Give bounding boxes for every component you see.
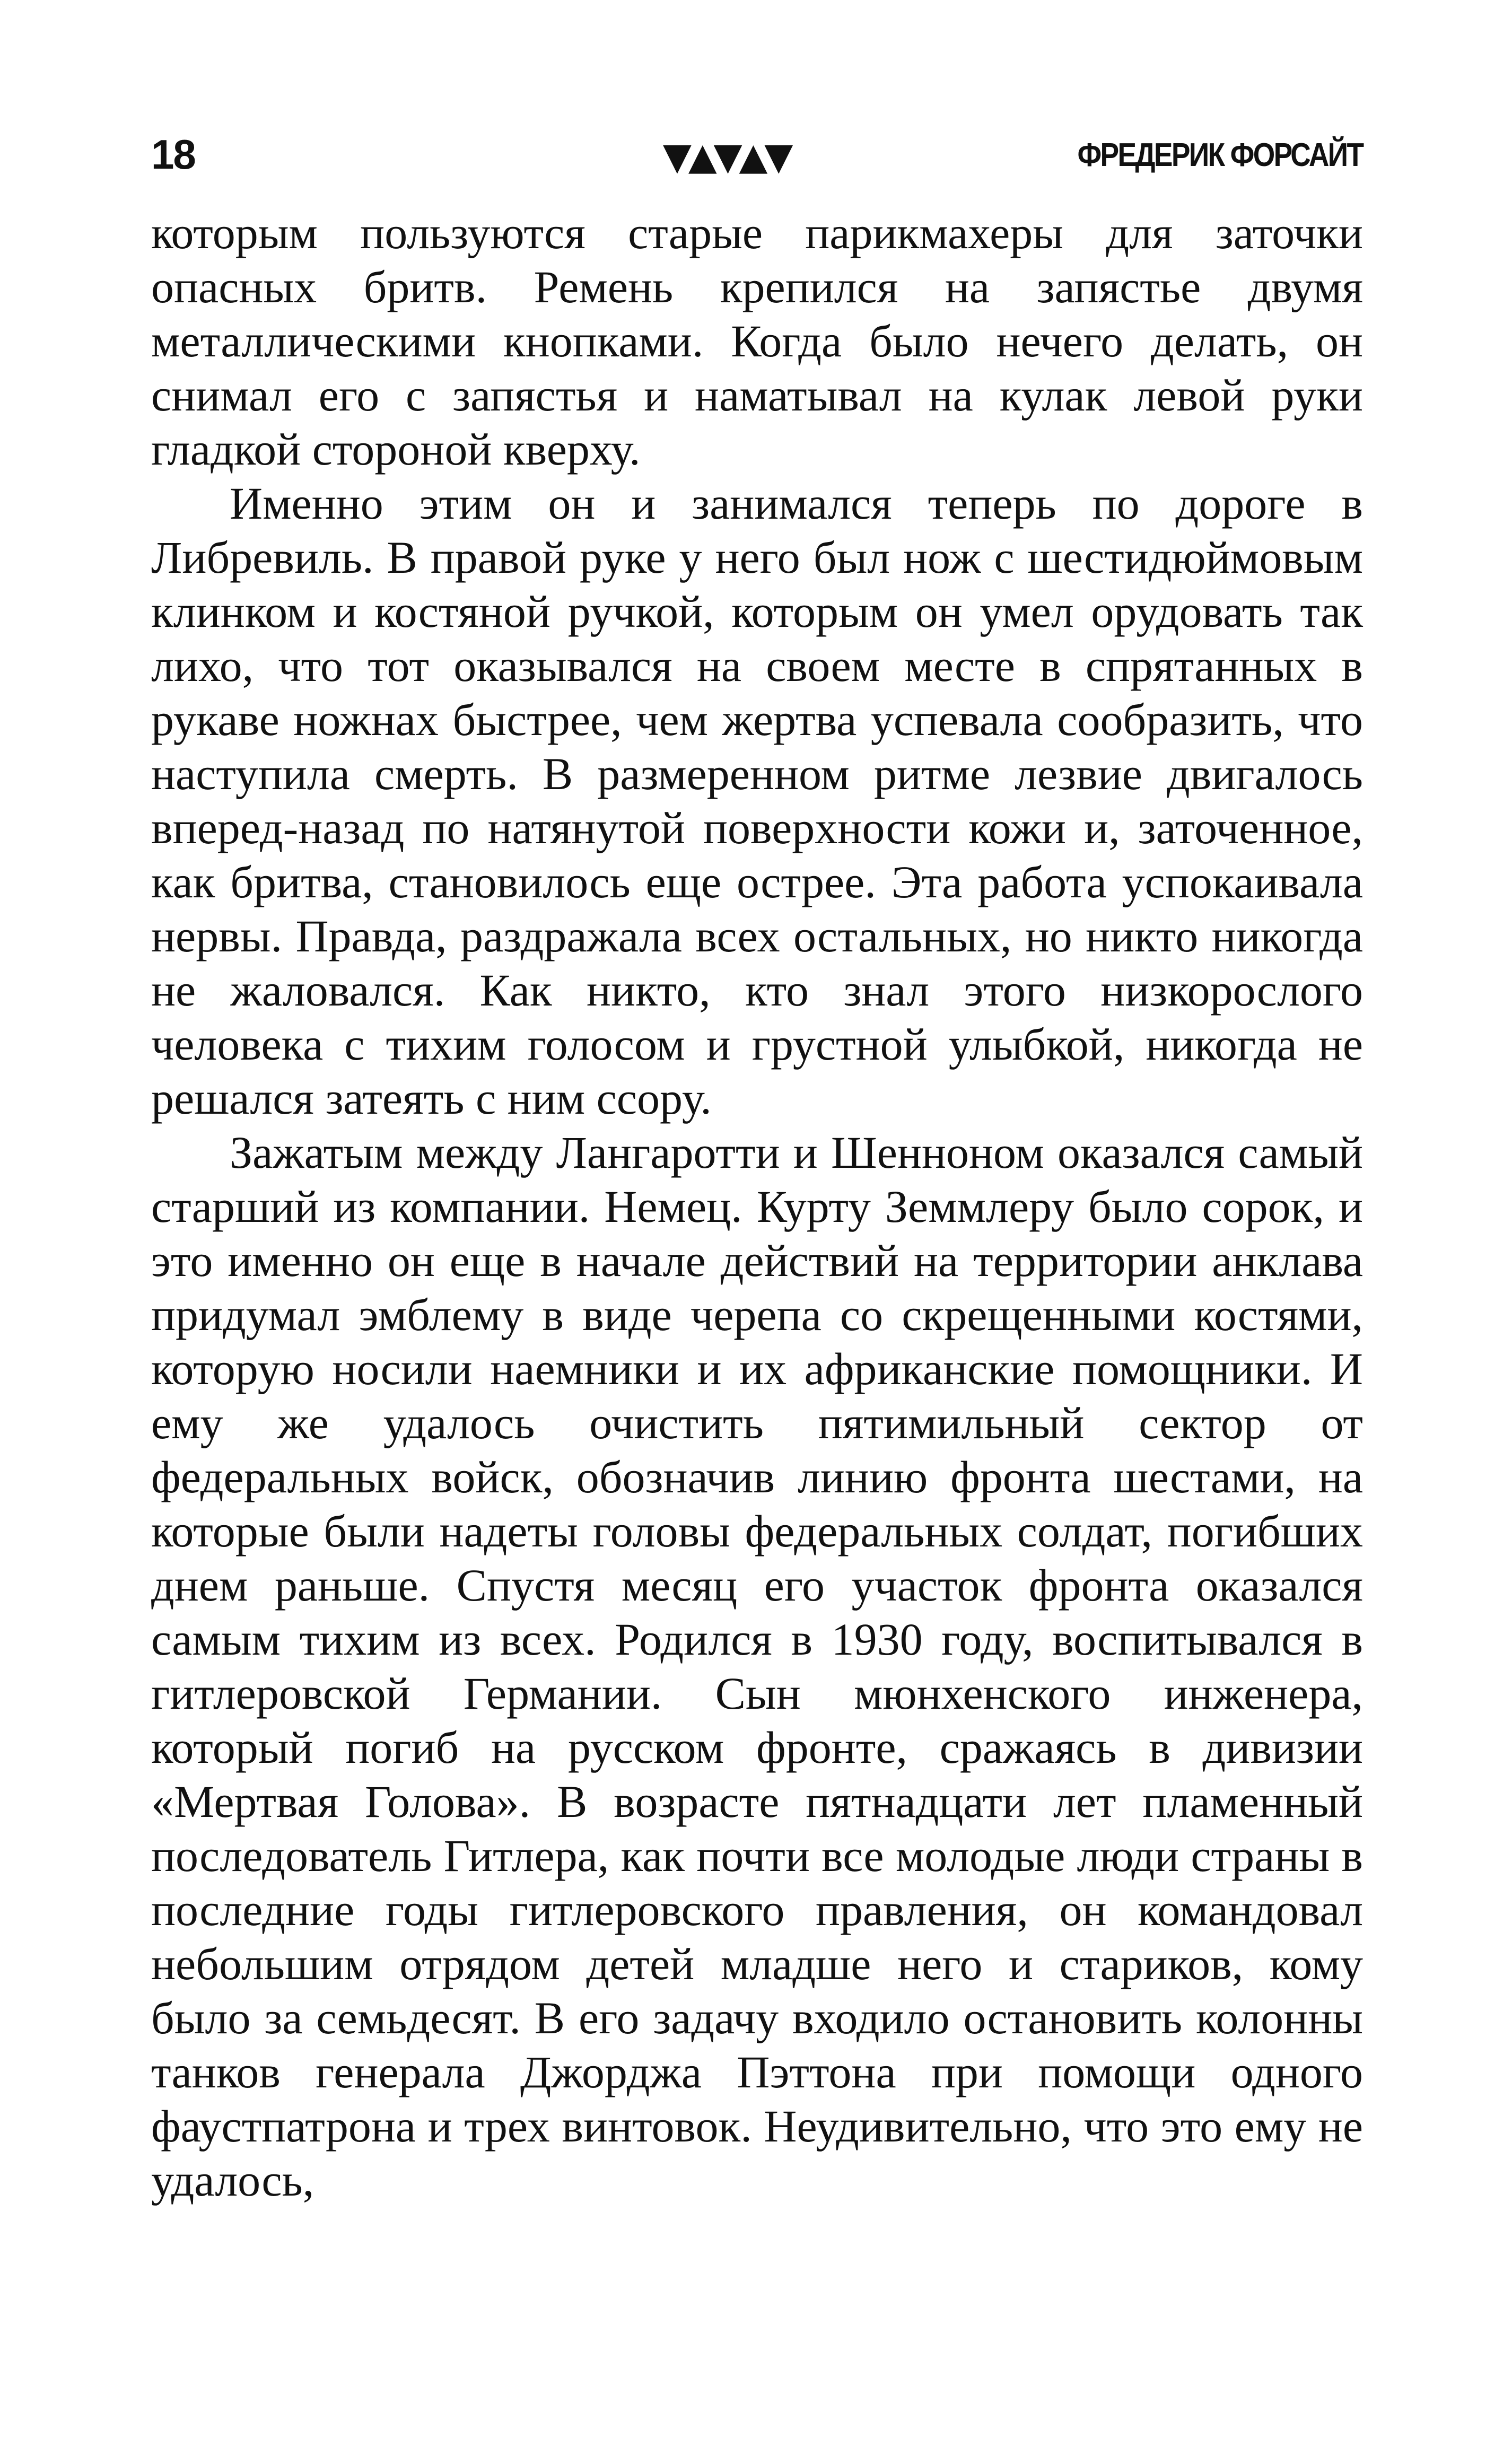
paragraph: Зажатым между Лангаротти и Шенноном оказался самый старший из компании. Немец. Курту Земмлеру было сорок, и это именно он еще в начале действий на территории анклава придумал эмблему в виде черепа со скрещенными костями, которую носили наемники и их африканские помощники. И ему же удалось очистить пятимильный сектор от федеральных войск, обозначив линию фронта шестами, на которые были надеты головы федеральных солдат, погибших днем раньше. Спустя месяц его участок фронта оказался самым тихим из всех. Родился в 1930 году, воспитывался в гитлеровской Германии. Сын мюнхенского инженера, который погиб на русском фронте, сражаясь в дивизии «Мертвая Голова». В возрасте пятнадцати лет пламенный последователь Гитлера, как почти все молодые люди страны в последние годы гитлеровского правления, он командовал небольшим отрядом детей младше него и стариков, кому было за семьдесят. В его задачу входило остановить колонны танков генерала Джорджа Пэттона при помощи одного фаустпатрона и трех винтовок. Неудивительно, что это ему не удалось,	[151, 1127, 1363, 2206]
running-header	[151, 122, 1363, 191]
book-page	[151, 122, 1363, 2402]
paragraph: Именно этим он и занимался теперь по дороге в Либревиль. В правой руке у него был нож с шестидюймовым клинком и костяной ручкой, которым он умел орудовать так лихо, что тот оказывался на своем месте в спрятанных в рукаве ножнах быстрее, чем жертва успевала сообразить, что наступила смерть. В размеренном ритме лезвие двигалось вперед-назад по натянутой поверхности кожи и, заточенное, как бритва, становилось еще острее. Эта работа успокаивала нервы. Правда, раздражала всех остальных, но никто никогда не жаловался. Как никто, кто знал этого низкорослого человека с тихим голосом и грустной улыбкой, никогда не решался затеять с ним ссору.	[151, 478, 1363, 1124]
paragraph-continued: которым пользуются старые парикмахеры для заточки опасных бритв. Ремень крепился на запястье двумя металлическими кнопками. Когда было нечего делать, он снимал его с запястья и наматывал на кулак левой руки гладкой стороной кверху.	[151, 207, 1363, 475]
body-text	[151, 206, 1363, 2207]
page-number: 18	[151, 131, 195, 178]
header-ornament: ▼▲▼▲▼	[663, 135, 790, 178]
running-title-author: ФРЕДЕРИК ФОРСАЙТ	[1078, 137, 1363, 173]
